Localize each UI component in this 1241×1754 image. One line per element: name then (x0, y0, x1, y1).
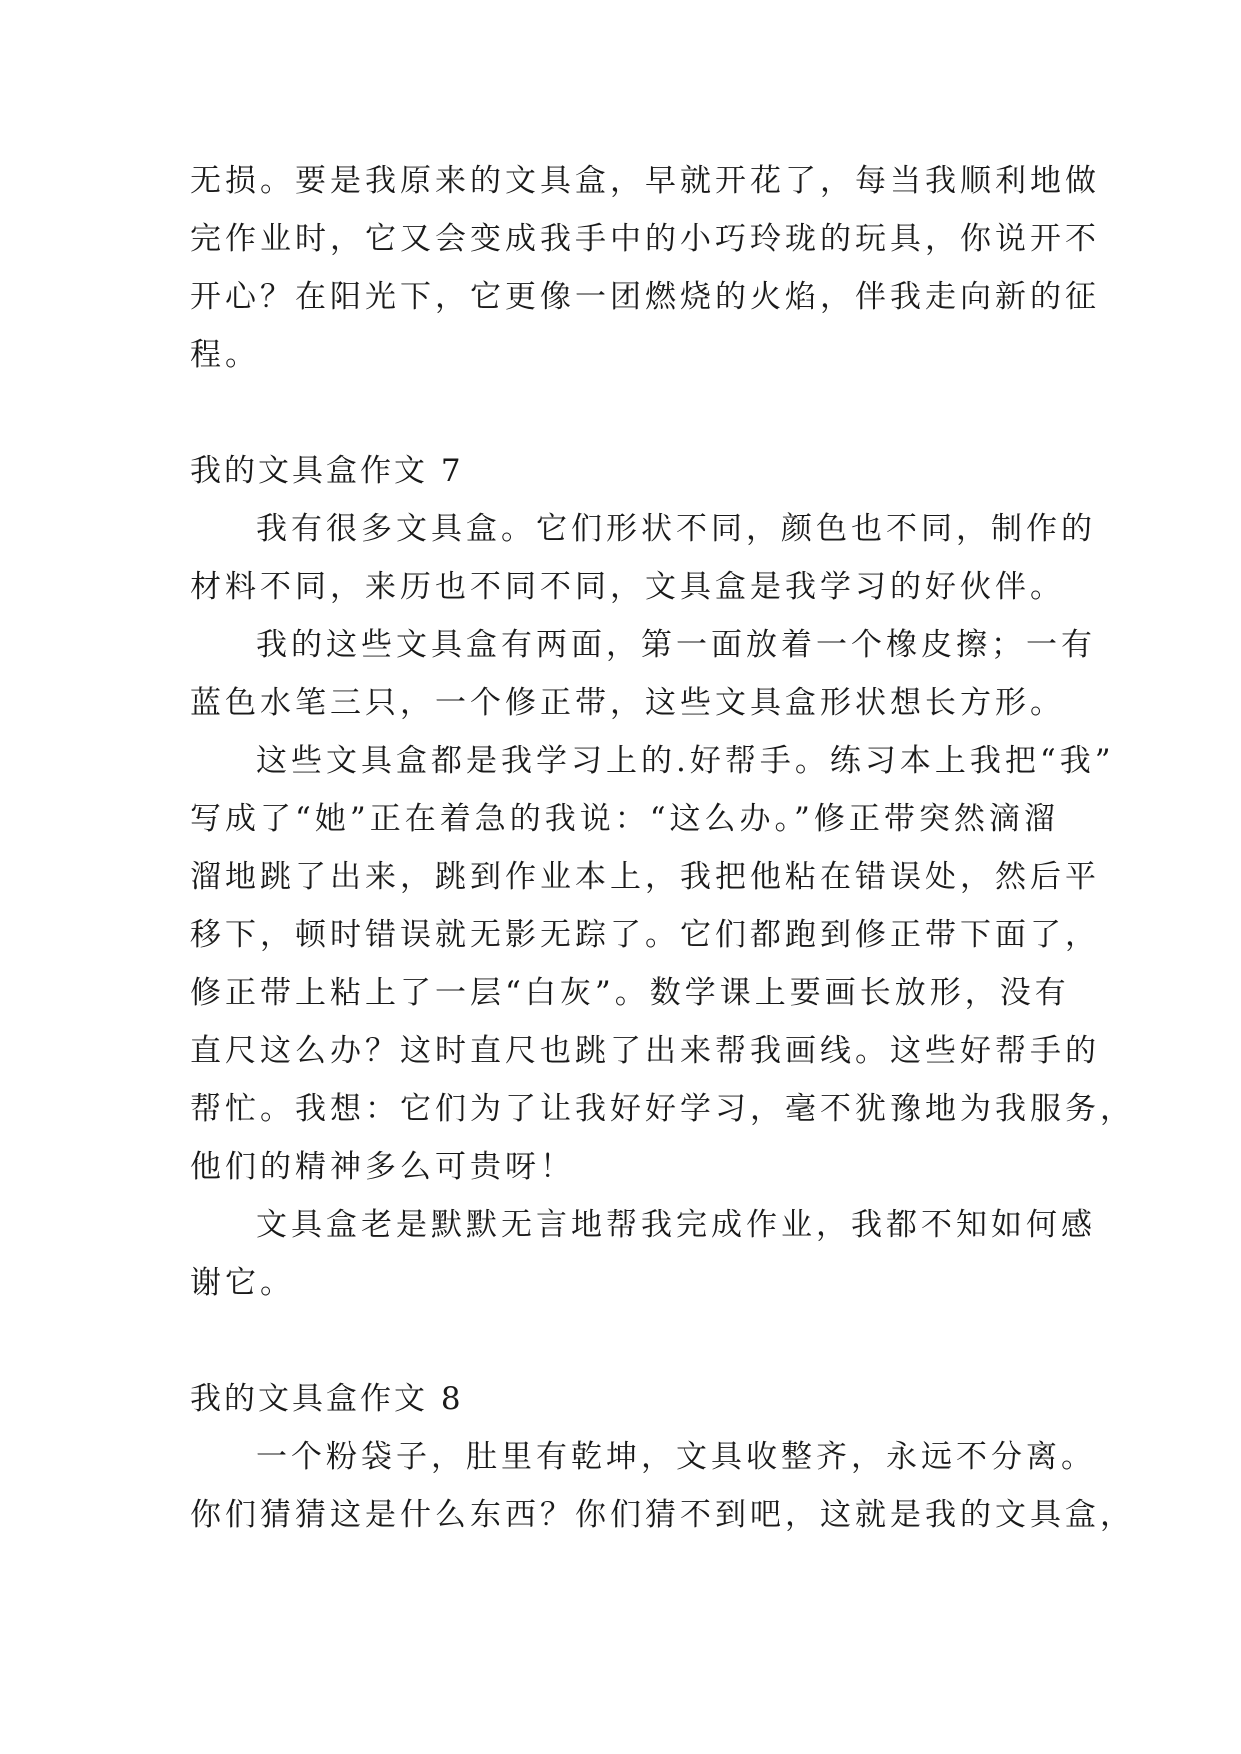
text-line: 溜地跳了出来，跳到作业本上，我把他粘在错误处，然后平 (190, 859, 1100, 895)
text-line: 这些文具盒都是我学习上的.好帮手。练习本上我把“我” (256, 743, 1115, 779)
text-line: 直尺这么办？这时直尺也跳了出来帮我画线。这些好帮手的 (190, 1033, 1100, 1069)
paragraph-section-6-tail (190, 152, 1100, 384)
document-body (190, 152, 1135, 1544)
text-line: 一个粉袋子，肚里有乾坤，文具收整齐，永远不分离。 (256, 1439, 1096, 1475)
text-line: 他们的精神多么可贵呀！ (190, 1149, 575, 1185)
text-line: 我的这些文具盒有两面，第一面放着一个橡皮擦；一有 (256, 627, 1096, 663)
paragraph-7-1 (190, 500, 1096, 616)
text-line: 文具盒老是默默无言地帮我完成作业，我都不知如何感 (256, 1207, 1096, 1243)
section-gap (190, 384, 1050, 442)
text-line: 移下，顿时错误就无影无踪了。它们都跑到修正带下面了， (190, 917, 1100, 953)
paragraph-7-4 (190, 1196, 1096, 1312)
text-line: 材料不同，来历也不同不同，文具盒是我学习的好伙伴。 (190, 569, 1065, 605)
section-gap (190, 1312, 1050, 1370)
text-line: 你们猜猜这是什么东西？你们猜不到吧，这就是我的文具盒， (190, 1497, 1135, 1533)
paragraph-7-3 (190, 732, 1135, 1196)
text-line: 修正带上粘上了一层“白灰”。数学课上要画长放形，没有 (190, 975, 1070, 1011)
paragraph-7-2 (190, 616, 1096, 732)
section-heading-7: 我的文具盒作文 7 (190, 453, 464, 489)
section-heading-8: 我的文具盒作文 8 (190, 1381, 464, 1417)
paragraph-8-1 (190, 1428, 1135, 1544)
text-line: 程。 (190, 337, 260, 373)
text-line: 我有很多文具盒。它们形状不同，颜色也不同，制作的 (256, 511, 1096, 547)
text-line: 帮忙。我想：它们为了让我好好学习，毫不犹豫地为我服务， (190, 1091, 1135, 1127)
text-line: 无损。要是我原来的文具盒，早就开花了，每当我顺利地做 (190, 163, 1100, 199)
text-line: 开心？在阳光下，它更像一团燃烧的火焰，伴我走向新的征 (190, 279, 1100, 315)
text-line: 蓝色水笔三只，一个修正带，这些文具盒形状想长方形。 (190, 685, 1065, 721)
text-line: 完作业时，它又会变成我手中的小巧玲珑的玩具，你说开不 (190, 221, 1100, 257)
text-line: 写成了“她”正在着急的我说：“这么办。”修正带突然滴溜 (190, 801, 1059, 837)
text-line: 谢它。 (190, 1265, 295, 1301)
